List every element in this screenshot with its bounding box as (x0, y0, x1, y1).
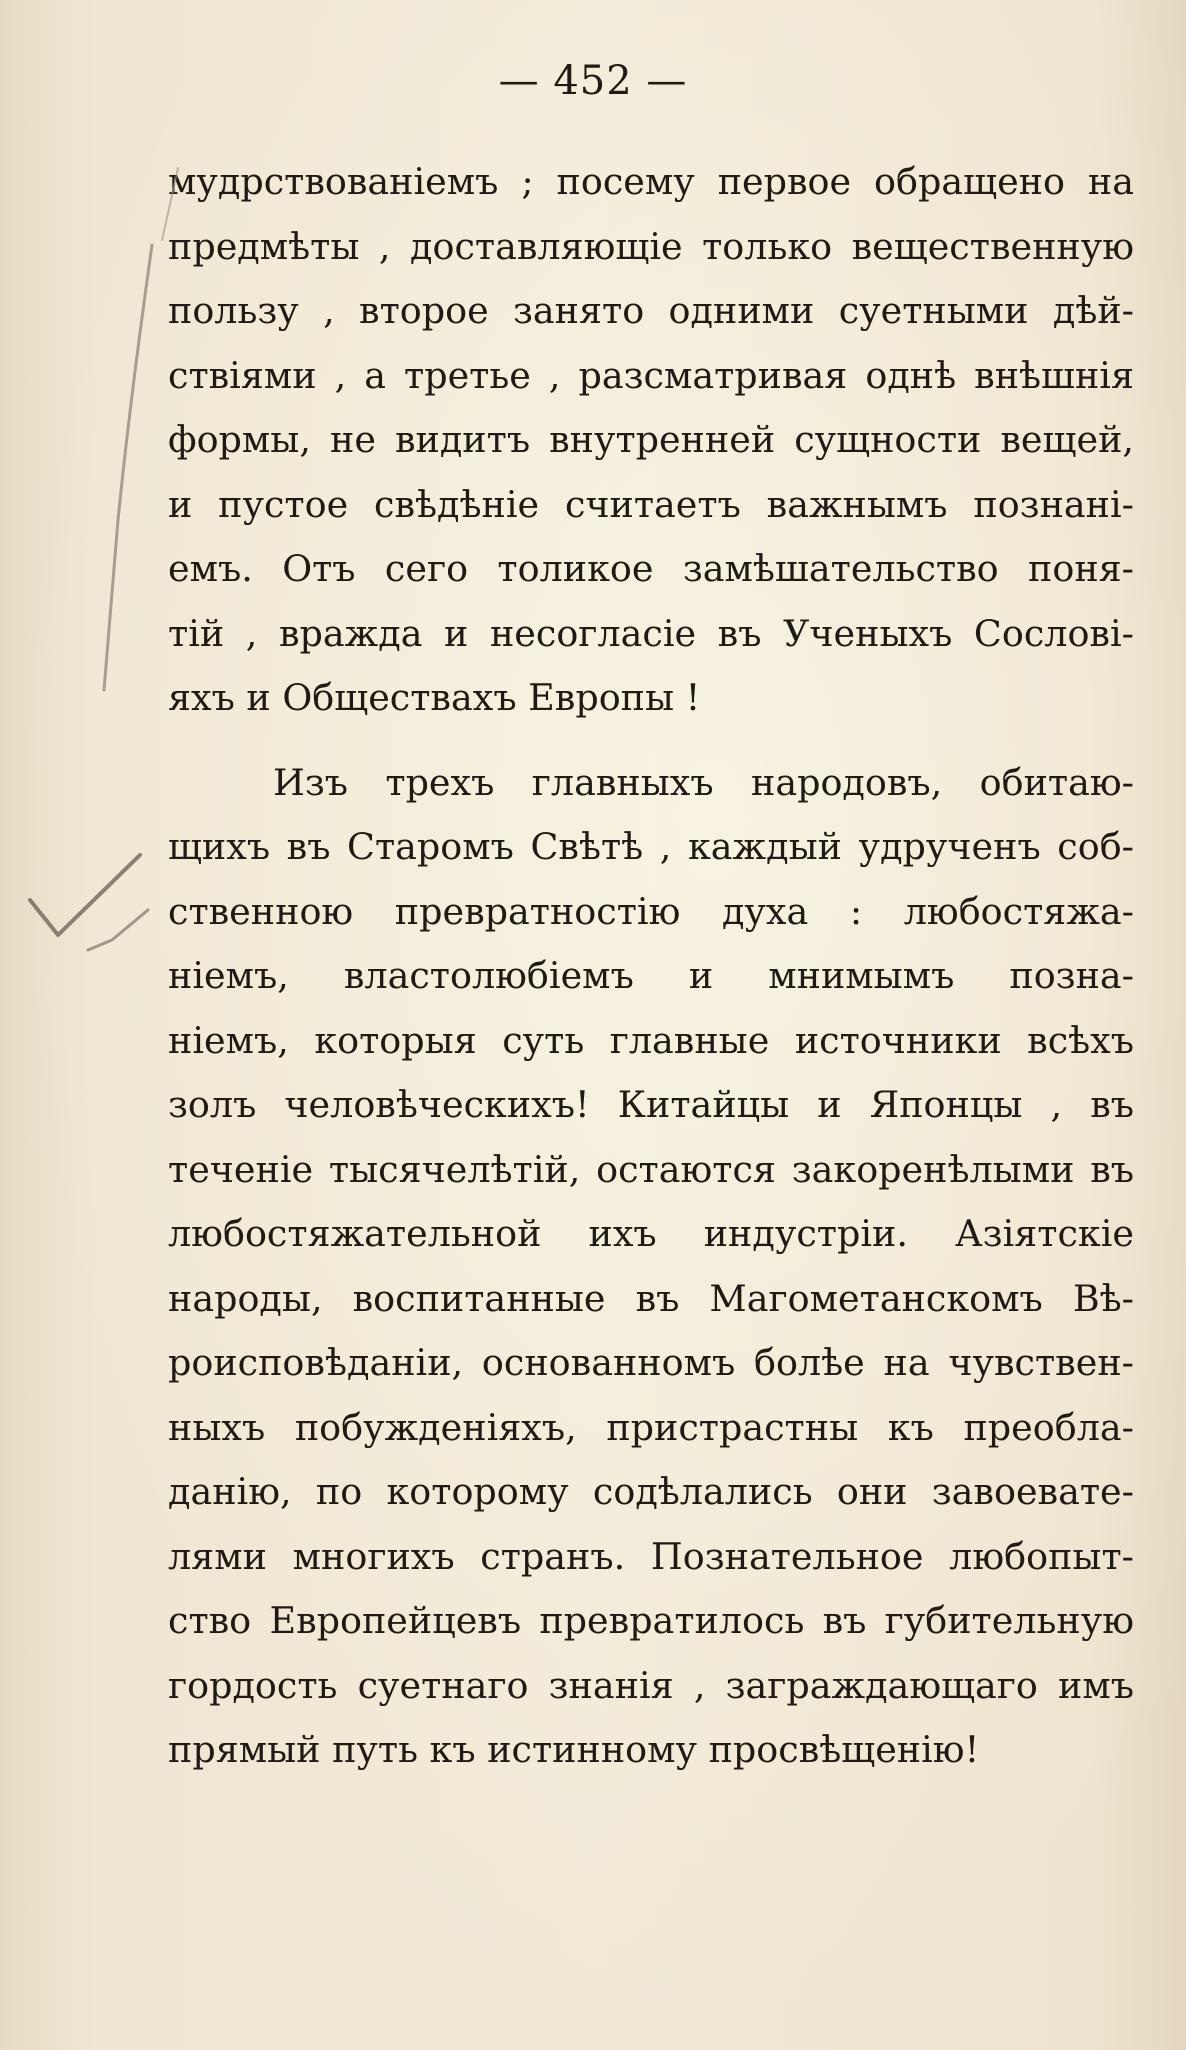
body-text (168, 150, 1134, 1783)
text-line: теченіе тысячелѣтій, остаются закоренѣлыми въ (168, 1147, 1134, 1191)
text-line: яхъ и Обществахъ Европы ! (168, 676, 701, 719)
text-line: емъ. Отъ сего толикое замѣшательство поня- (168, 547, 1134, 590)
text-line: ственною превратностію духа : любостяжа- (168, 889, 1134, 933)
text-line: прямый путь къ истинному просвѣщенію! (168, 1728, 980, 1771)
text-line: предмѣты , доставляющіе только вещественную (168, 224, 1134, 268)
text-line: мудрствованіемъ ; посему первое обращено на (168, 160, 1134, 203)
text-line: золъ человѣческихъ! Китайцы и Японцы , въ (168, 1083, 1134, 1126)
text-line: лями многихъ странъ. Познательное любопыт- (168, 1534, 1134, 1578)
text-line: щихъ въ Старомъ Свѣтѣ , каждый удрученъ соб- (168, 825, 1134, 868)
text-line: тій , вражда и несогласіе въ Ученыхъ Сослові- (168, 611, 1134, 655)
margin-check-mark (88, 910, 148, 950)
text-line: роисповѣданіи, основанномъ болѣе на чувствен- (168, 1341, 1134, 1384)
text-line: ніемъ, властолюбіемъ и мнимымъ позна- (168, 954, 1134, 997)
text-line: ніемъ, которыя суть главные источники всѣхъ (168, 1018, 1134, 1062)
paragraph-1 (168, 150, 1134, 731)
paragraph-2 (168, 751, 1134, 1783)
text-line: формы, не видитъ внутренней сущности вещей, (168, 418, 1134, 461)
text-line: данію, по которому содѣлались они завоевате- (168, 1470, 1134, 1513)
text-line: пользу , второе занято одними суетными дѣй- (168, 289, 1134, 332)
margin-check-mark (30, 855, 140, 935)
margin-line-mark (104, 245, 152, 690)
text-line: любостяжательной ихъ индустріи. Азіятскіе (168, 1212, 1134, 1255)
text-line: ныхъ побужденіяхъ, пристрастны къ преобла- (168, 1405, 1134, 1449)
page-number: — 452 — (498, 58, 688, 104)
text-line: ство Европейцевъ превратилось въ губительную (168, 1599, 1134, 1642)
text-line: народы, воспитанные въ Магометанскомъ Вѣ- (168, 1276, 1134, 1320)
text-line: Изъ трехъ главныхъ народовъ, обитаю- (273, 760, 1134, 804)
paragraph-gap (168, 731, 1134, 751)
text-line: гордость суетнаго знанія , заграждающаго имъ (168, 1663, 1134, 1707)
text-line: ствіями , а третье , разсматривая однѣ внѣшнія (168, 353, 1134, 397)
text-line: и пустое свѣдѣніе считаетъ важнымъ познані- (168, 482, 1134, 526)
